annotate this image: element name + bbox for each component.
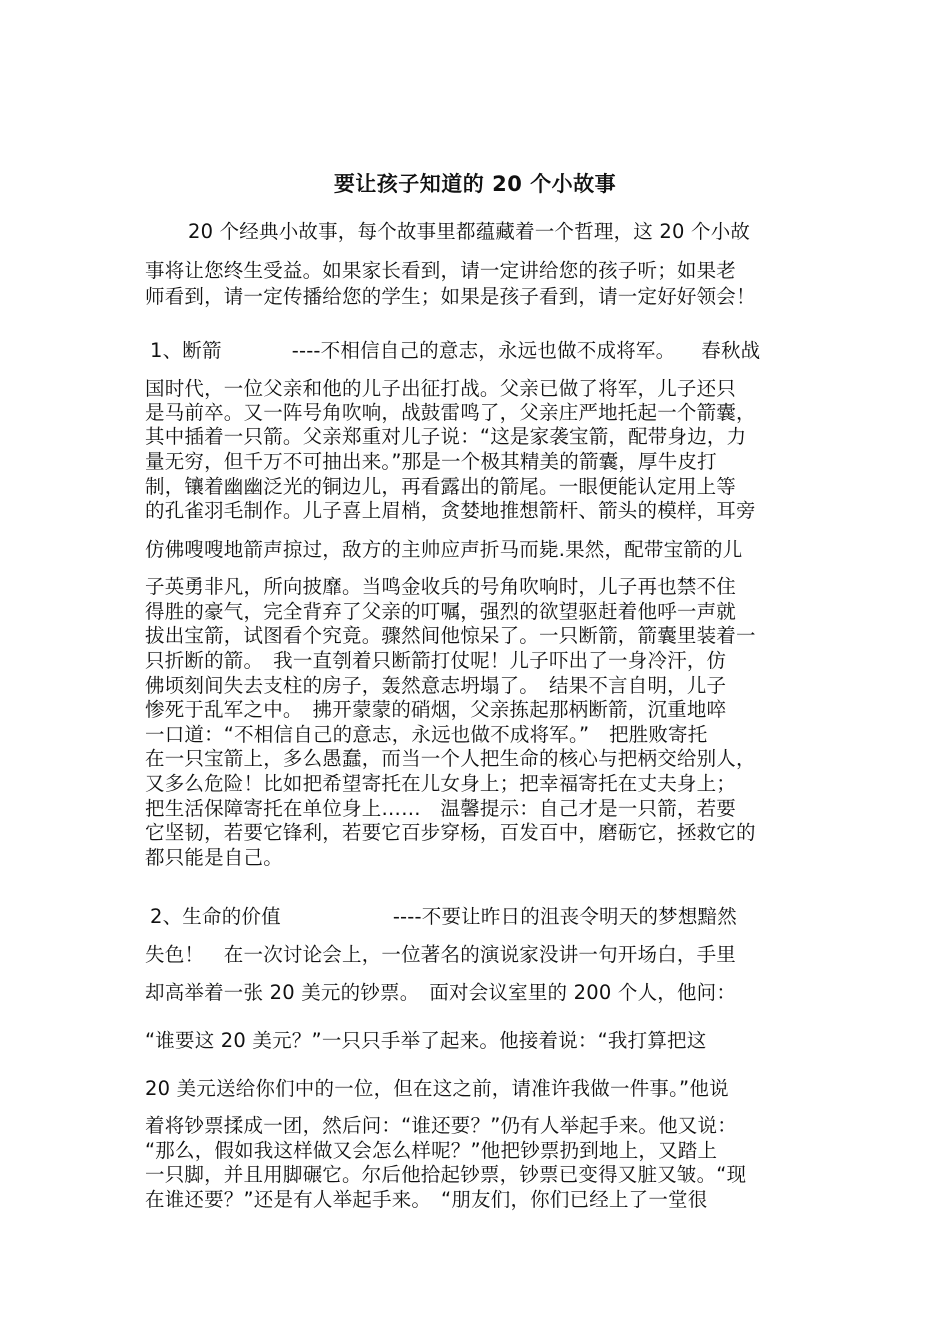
story2-line: 失色！ 在一次讨论会上，一位著名的演说家没讲一句开场白，手里 xyxy=(145,943,737,966)
story1-heading: 1、断箭 xyxy=(150,339,222,362)
story1-heading-line xyxy=(150,338,820,364)
intro-line: 师看到，请一定传播给您的学生；如果是孩子看到，请一定好好领会！ xyxy=(145,285,756,308)
story1-heading-tail: 春秋战 xyxy=(701,339,761,362)
story2-subtitle: ----不要让昨日的沮丧令明天的梦想黯然 xyxy=(392,905,737,928)
story1-line: 一口道：“不相信自己的意志，永远也做不成将军。” 把胜败寄托 xyxy=(145,723,708,746)
story1-line: 国时代，一位父亲和他的儿子出征打战。父亲已做了将军，儿子还只 xyxy=(145,377,737,400)
story1-line: 都只能是自己。 xyxy=(145,846,283,869)
story1-line: 它坚韧，若要它锋利，若要它百步穿杨，百发百中，磨砺它，拯救它的 xyxy=(145,821,756,844)
story1-line: 量无穷，但千万不可抽出来。”那是一个极其精美的箭囊，厚牛皮打 xyxy=(145,450,717,473)
intro-line: 20 个经典小故事，每个故事里都蕴藏着一个哲理，这 20 个小故 xyxy=(188,220,751,243)
story2-line: 20 美元送给你们中的一位，但在这之前，请准许我做一件事。”他说 xyxy=(145,1077,729,1100)
story2-line: 着将钞票揉成一团，然后问：“谁还要？”仍有人举起手来。他又说： xyxy=(145,1114,737,1137)
story1-line: 只折断的箭。 我一直刳着只断箭打仗呢！儿子吓出了一身冷汗，仿 xyxy=(145,649,727,672)
story1-line: 把生活保障寄托在单位身上…… 温馨提示：自己才是一只箭，若要 xyxy=(145,797,737,820)
document-title: 要让孩子知道的 20 个小故事 xyxy=(333,172,617,196)
intro-line: 事将让您终生受益。如果家长看到，请一定讲给您的孩子听；如果老 xyxy=(145,259,737,282)
story1-line: 其中插着一只箭。父亲郑重对儿子说：“这是家袭宝箭，配带身边，力 xyxy=(145,425,747,448)
story2-line: “谁要这 20 美元？”一只只手举了起来。他接着说：“我打算把这 xyxy=(145,1029,707,1052)
story1-line: 佛顷刻间失去支柱的房子，轰然意志坍塌了。 结果不言自明，儿子 xyxy=(145,674,727,697)
story2-heading-line xyxy=(150,904,820,930)
story1-line: 子英勇非凡，所向披靡。当鸣金收兵的号角吹响时，儿子再也禁不住 xyxy=(145,575,737,598)
story1-subtitle: ----不相信自己的意志，永远也做不成将军。 xyxy=(291,339,676,362)
story2-line: 一只脚，并且用脚碾它。尔后他拾起钞票，钞票已变得又脏又皱。“现 xyxy=(145,1163,747,1186)
story2-heading: 2、生命的价值 xyxy=(150,905,281,928)
story1-line: 又多么危险！比如把希望寄托在儿女身上；把幸福寄托在丈夫身上； xyxy=(145,772,737,795)
story1-line: 是马前卒。又一阵号角吹响，战鼓雷鸣了，父亲庄严地托起一个箭囊， xyxy=(145,401,756,424)
story1-line: 制，镶着幽幽泛光的铜边儿，再看露出的箭尾。一眼便能认定用上等 xyxy=(145,475,737,498)
story1-line: 仿佛嗖嗖地箭声掠过，敌方的主帅应声折马而毙.果然，配带宝箭的儿 xyxy=(145,538,743,561)
story1-line: 惨死于乱军之中。 拂开蒙蒙的硝烟，父亲拣起那柄断箭，沉重地啐 xyxy=(145,698,727,721)
story2-line: 却高举着一张 20 美元的钞票。 面对会议室里的 200 个人，他问： xyxy=(145,981,737,1004)
story2-line: 在谁还要？”还是有人举起手来。 “朋友们，你们已经上了一堂很 xyxy=(145,1188,708,1211)
story1-line: 在一只宝箭上，多么愚蠢，而当一个人把生命的核心与把柄交给别人， xyxy=(145,747,756,770)
story1-line: 得胜的豪气，完全背弃了父亲的叮嘱，强烈的欲望驱赶着他呼一声就 xyxy=(145,600,737,623)
story2-line: “那么，假如我这样做又会怎么样呢？”他把钞票扔到地上，又踏上 xyxy=(145,1139,718,1162)
story1-line: 的孔雀羽毛制作。儿子喜上眉梢，贪婪地推想箭杆、箭头的模样，耳旁 xyxy=(145,499,756,522)
story1-line: 拔出宝箭，试图看个究竟。骤然间他惊呆了。一只断箭，箭囊里装着一 xyxy=(145,624,756,647)
